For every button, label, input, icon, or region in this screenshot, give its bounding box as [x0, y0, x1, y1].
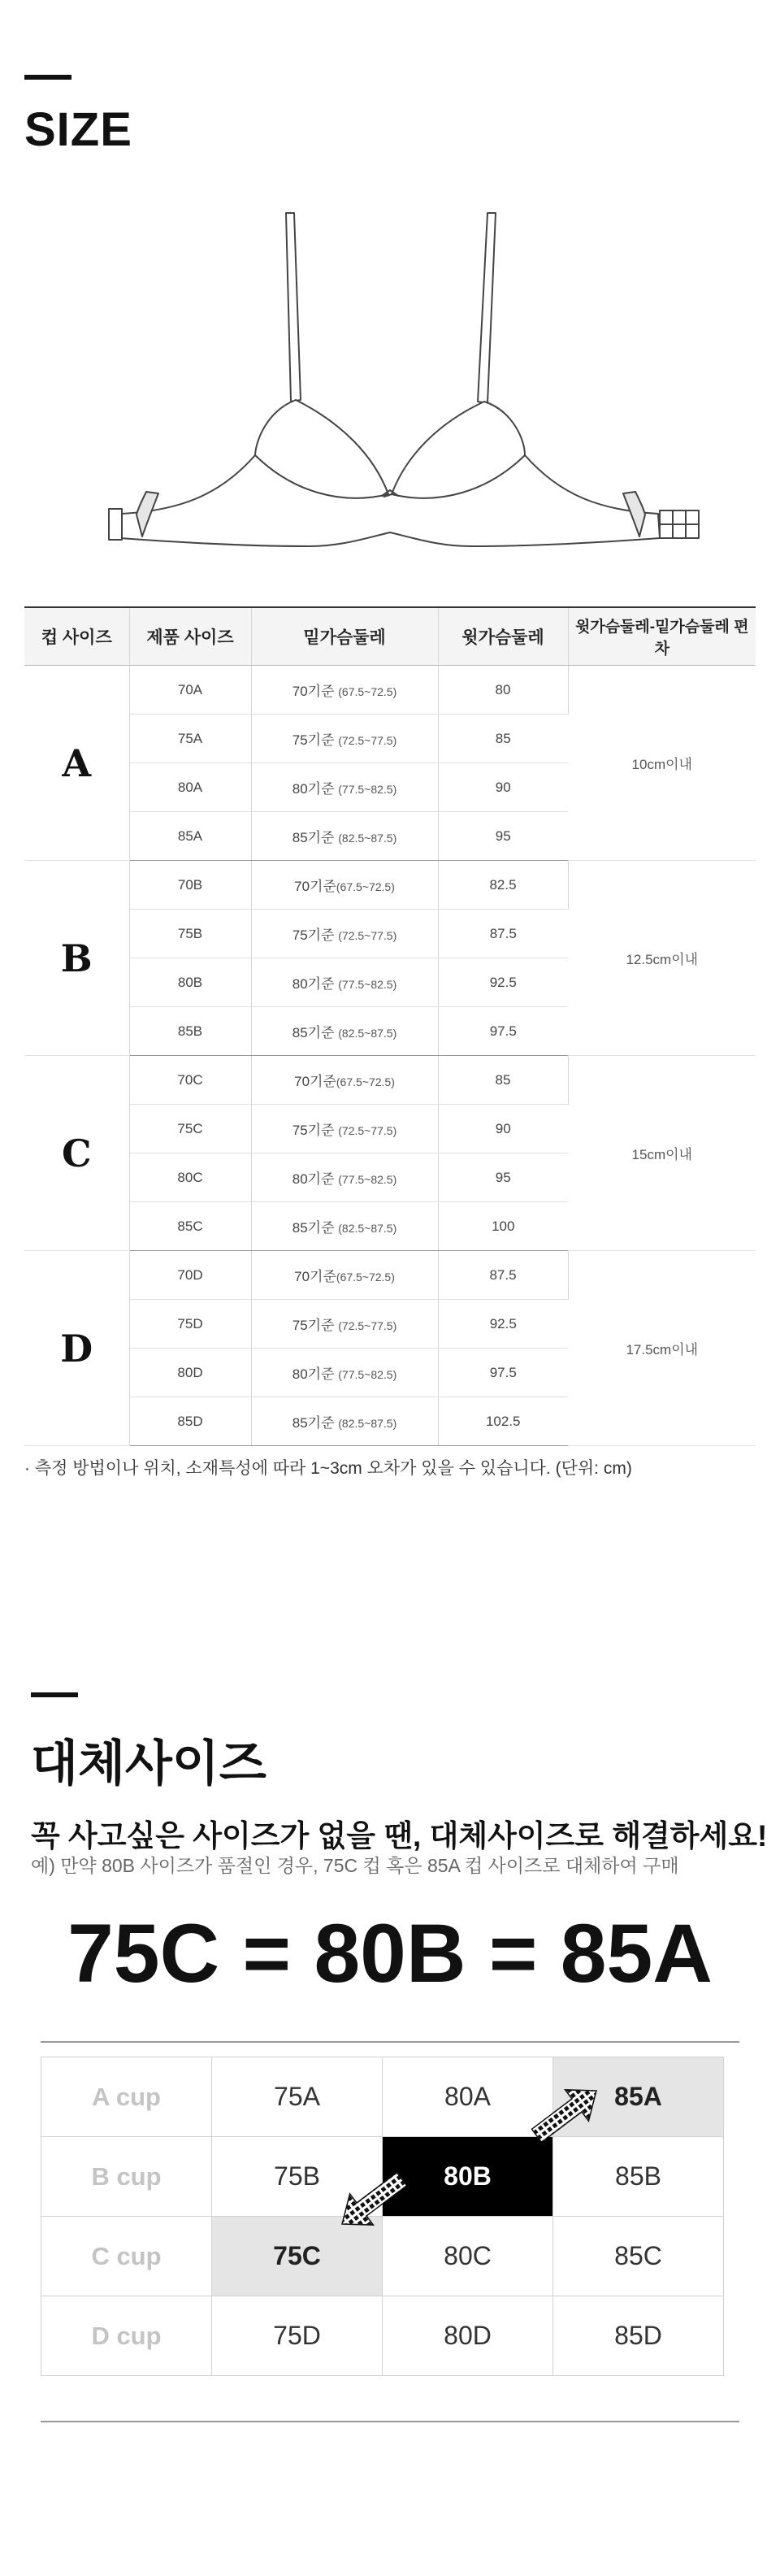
header-underbust: 밑가슴둘레: [251, 607, 438, 666]
underbust-value: 85기준 (82.5~87.5): [251, 1397, 438, 1446]
overbust-value: 90: [438, 1105, 568, 1153]
underbust-value: 70기준 (67.5~72.5): [251, 666, 438, 715]
overbust-value: 87.5: [438, 910, 568, 958]
product-size: 75A: [129, 715, 251, 763]
overbust-value: 97.5: [438, 1007, 568, 1056]
size-section-title: SIZE: [24, 103, 132, 156]
grid-cell-selected: 80B: [383, 2137, 553, 2217]
row-label: B cup: [41, 2137, 212, 2217]
cup-label: B: [24, 861, 129, 1056]
alt-section-example: 예) 만약 80B 사이즈가 품절인 경우, 75C 컵 혹은 85A 컵 사이즈로 대체하여 구매: [31, 1855, 679, 1876]
product-size: 70B: [129, 861, 251, 910]
product-size: 85C: [129, 1202, 251, 1251]
product-size: 85B: [129, 1007, 251, 1056]
grid-cell: 75A: [212, 2057, 383, 2137]
row-label: C cup: [41, 2217, 212, 2296]
cup-label: C: [24, 1056, 129, 1251]
grid-row-a: [41, 2057, 724, 2137]
underbust-value: 75기준 (72.5~77.5): [251, 910, 438, 958]
grid-cell: 85C: [553, 2217, 724, 2296]
cup-label: D: [24, 1251, 129, 1446]
grid-cell: 75B: [212, 2137, 383, 2217]
overbust-value: 95: [438, 812, 568, 861]
header-overbust: 윗가슴둘레: [438, 607, 568, 666]
section-marker-bar: [31, 1692, 78, 1697]
table-row: [24, 666, 756, 715]
product-size: 80A: [129, 763, 251, 812]
grid-row-b: [41, 2137, 724, 2217]
overbust-value: 82.5: [438, 861, 568, 910]
grid-row-d: [41, 2296, 724, 2376]
header-product-size: 제품 사이즈: [129, 607, 251, 666]
grid-cell: 80D: [383, 2296, 553, 2376]
product-size: 70A: [129, 666, 251, 715]
product-size: 75C: [129, 1105, 251, 1153]
grid-cell: 75D: [212, 2296, 383, 2376]
deviation-value: 15cm이내: [568, 1056, 756, 1251]
overbust-value: 92.5: [438, 1300, 568, 1349]
product-size: 80C: [129, 1153, 251, 1202]
overbust-value: 85: [438, 715, 568, 763]
row-label: D cup: [41, 2296, 212, 2376]
right-strap: [478, 213, 496, 403]
product-size: 85A: [129, 812, 251, 861]
underbust-value: 85기준 (82.5~87.5): [251, 812, 438, 861]
overbust-value: 97.5: [438, 1349, 568, 1397]
grid-cell: 85B: [553, 2137, 724, 2217]
size-chart-table: [24, 606, 756, 1446]
overbust-value: 102.5: [438, 1397, 568, 1446]
product-size: 85D: [129, 1397, 251, 1446]
product-size: 70C: [129, 1056, 251, 1105]
underbust-value: 70기준(67.5~72.5): [251, 1056, 438, 1105]
product-size: 75B: [129, 910, 251, 958]
underbust-value: 85기준 (82.5~87.5): [251, 1007, 438, 1056]
underbust-value: 75기준 (72.5~77.5): [251, 1105, 438, 1153]
table-row: [24, 861, 756, 910]
measurement-note: · 측정 방법이나 위치, 소재특성에 따라 1~3cm 오차가 있을 수 있습니다. (단위: cm): [24, 1459, 632, 1478]
grid-cell: 80C: [383, 2217, 553, 2296]
overbust-value: 87.5: [438, 1251, 568, 1300]
deviation-value: 12.5cm이내: [568, 861, 756, 1056]
alt-section-title: 대체사이즈: [31, 1736, 266, 1791]
grid-cell: 85D: [553, 2296, 724, 2376]
product-size: 80B: [129, 958, 251, 1007]
underbust-value: 85기준 (82.5~87.5): [251, 1202, 438, 1251]
header-deviation: 윗가슴둘레-밑가슴둘레 편차: [568, 607, 756, 666]
underbust-value: 75기준 (72.5~77.5): [251, 715, 438, 763]
overbust-value: 95: [438, 1153, 568, 1202]
underbust-value: 70기준(67.5~72.5): [251, 1251, 438, 1300]
top-divider: [41, 2041, 739, 2043]
overbust-value: 90: [438, 763, 568, 812]
alt-size-grid: [41, 2057, 724, 2376]
overbust-value: 80: [438, 666, 568, 715]
underbust-value: 70기준(67.5~72.5): [251, 861, 438, 910]
bra-illustration: [0, 0, 780, 585]
deviation-value: 17.5cm이내: [568, 1251, 756, 1446]
product-size: 70D: [129, 1251, 251, 1300]
bottom-divider: [41, 2421, 739, 2422]
table-row: [24, 1056, 756, 1105]
grid-cell-highlighted: 75C: [212, 2217, 383, 2296]
underbust-value: 75기준 (72.5~77.5): [251, 1300, 438, 1349]
overbust-value: 85: [438, 1056, 568, 1105]
underbust-value: 80기준 (77.5~82.5): [251, 1349, 438, 1397]
grid-row-c: [41, 2217, 724, 2296]
overbust-value: 100: [438, 1202, 568, 1251]
cup-label: A: [24, 666, 129, 861]
underbust-value: 80기준 (77.5~82.5): [251, 958, 438, 1007]
grid-cell-highlighted: 85A: [553, 2057, 724, 2137]
product-size: 75D: [129, 1300, 251, 1349]
size-chart-body: [24, 666, 756, 1446]
hook-left: [109, 509, 122, 540]
grid-cell: 80A: [383, 2057, 553, 2137]
overbust-value: 92.5: [438, 958, 568, 1007]
underband: [120, 455, 660, 546]
product-size: 80D: [129, 1349, 251, 1397]
table-row: [24, 1251, 756, 1300]
underbust-value: 80기준 (77.5~82.5): [251, 1153, 438, 1202]
alt-section-subtitle: 꼭 사고싶은 사이즈가 없을 땐, 대체사이즈로 해결하세요!: [31, 1819, 768, 1853]
row-label: A cup: [41, 2057, 212, 2137]
left-strap: [286, 213, 301, 402]
header-cup-size: 컵 사이즈: [24, 607, 129, 666]
deviation-value: 10cm이내: [568, 666, 756, 861]
size-equation: 75C = 80B = 85A: [67, 1907, 713, 2000]
underbust-value: 80기준 (77.5~82.5): [251, 763, 438, 812]
